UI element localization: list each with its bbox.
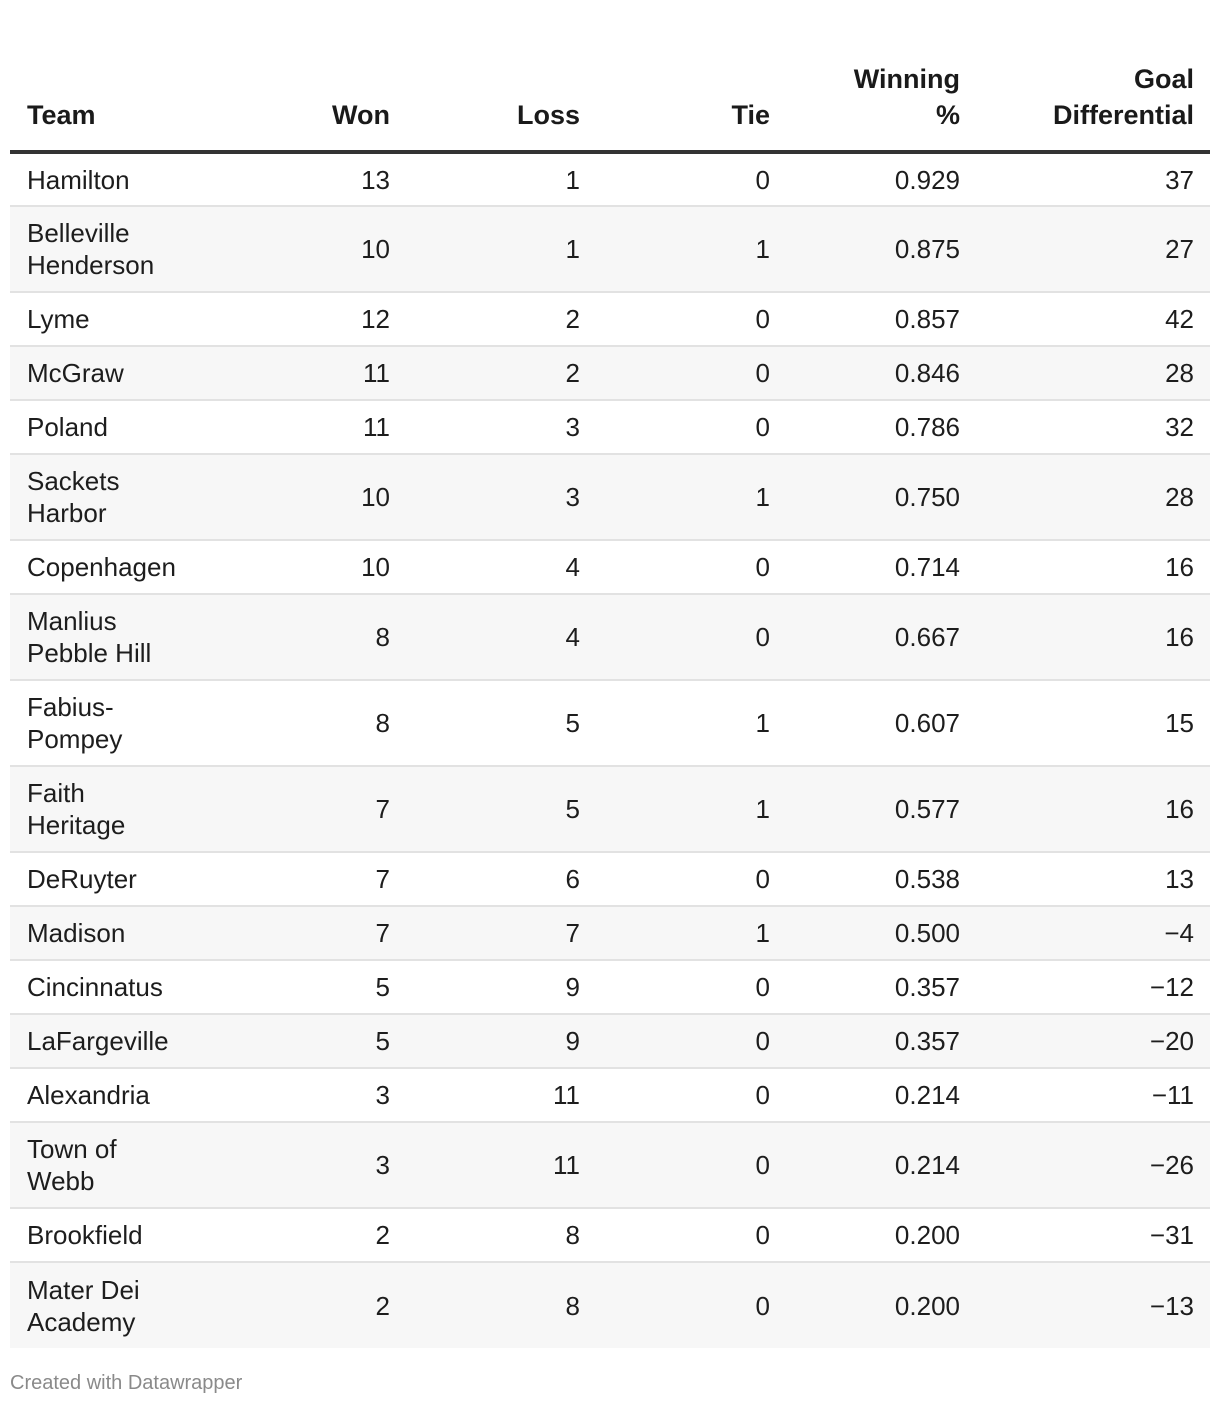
winning-pct-cell: 0.214 xyxy=(770,1068,960,1122)
table-row xyxy=(10,1014,1210,1068)
tie-cell: 0 xyxy=(580,594,770,680)
goal-differential-cell: −13 xyxy=(960,1262,1210,1348)
table-body xyxy=(10,152,1210,1348)
loss-cell: 11 xyxy=(390,1068,580,1122)
goal-differential-cell: 32 xyxy=(960,400,1210,454)
team-cell: Brookfield xyxy=(10,1208,198,1262)
goal-differential-cell: −31 xyxy=(960,1208,1210,1262)
team-cell: Mater Dei Academy xyxy=(10,1262,198,1348)
tie-cell: 1 xyxy=(580,206,770,292)
table-row xyxy=(10,454,1210,540)
table-header xyxy=(10,0,1210,152)
tie-cell: 1 xyxy=(580,454,770,540)
tie-cell: 0 xyxy=(580,1208,770,1262)
tie-cell: 0 xyxy=(580,1262,770,1348)
table-row xyxy=(10,680,1210,766)
won-cell: 8 xyxy=(198,594,390,680)
table-row xyxy=(10,1068,1210,1122)
won-cell: 7 xyxy=(198,906,390,960)
loss-cell: 4 xyxy=(390,594,580,680)
loss-cell: 5 xyxy=(390,766,580,852)
loss-cell: 11 xyxy=(390,1122,580,1208)
tie-cell: 0 xyxy=(580,1122,770,1208)
team-cell: LaFargeville xyxy=(10,1014,198,1068)
winning-pct-cell: 0.200 xyxy=(770,1262,960,1348)
won-cell: 11 xyxy=(198,400,390,454)
team-cell: Faith Heritage xyxy=(10,766,198,852)
header-winning-pct[interactable]: Winning % xyxy=(770,0,960,152)
team-cell: Manlius Pebble Hill xyxy=(10,594,198,680)
tie-cell: 0 xyxy=(580,1014,770,1068)
tie-cell: 0 xyxy=(580,1068,770,1122)
team-cell: DeRuyter xyxy=(10,852,198,906)
winning-pct-cell: 0.607 xyxy=(770,680,960,766)
table-row xyxy=(10,766,1210,852)
tie-cell: 1 xyxy=(580,906,770,960)
won-cell: 13 xyxy=(198,152,390,206)
loss-cell: 6 xyxy=(390,852,580,906)
winning-pct-cell: 0.750 xyxy=(770,454,960,540)
winning-pct-cell: 0.875 xyxy=(770,206,960,292)
loss-cell: 4 xyxy=(390,540,580,594)
goal-differential-cell: −20 xyxy=(960,1014,1210,1068)
winning-pct-cell: 0.357 xyxy=(770,1014,960,1068)
winning-pct-cell: 0.577 xyxy=(770,766,960,852)
winning-pct-cell: 0.214 xyxy=(770,1122,960,1208)
tie-cell: 0 xyxy=(580,292,770,346)
goal-differential-cell: 42 xyxy=(960,292,1210,346)
header-tie[interactable]: Tie xyxy=(580,0,770,152)
winning-pct-cell: 0.846 xyxy=(770,346,960,400)
loss-cell: 8 xyxy=(390,1262,580,1348)
datawrapper-credit: Created with Datawrapper xyxy=(10,1372,243,1394)
winning-pct-cell: 0.500 xyxy=(770,906,960,960)
loss-cell: 1 xyxy=(390,152,580,206)
loss-cell: 5 xyxy=(390,680,580,766)
team-cell: Cincinnatus xyxy=(10,960,198,1014)
team-cell: Madison xyxy=(10,906,198,960)
table-row xyxy=(10,960,1210,1014)
table-row xyxy=(10,400,1210,454)
goal-differential-cell: −4 xyxy=(960,906,1210,960)
tie-cell: 1 xyxy=(580,766,770,852)
header-loss[interactable]: Loss xyxy=(390,0,580,152)
team-cell: Copenhagen xyxy=(10,540,198,594)
tie-cell: 0 xyxy=(580,400,770,454)
loss-cell: 9 xyxy=(390,1014,580,1068)
table-row xyxy=(10,206,1210,292)
won-cell: 11 xyxy=(198,346,390,400)
table-row xyxy=(10,1122,1210,1208)
loss-cell: 2 xyxy=(390,346,580,400)
goal-differential-cell: −12 xyxy=(960,960,1210,1014)
team-cell: Poland xyxy=(10,400,198,454)
goal-differential-cell: 16 xyxy=(960,594,1210,680)
standings-table-container xyxy=(10,0,1210,1348)
won-cell: 10 xyxy=(198,454,390,540)
goal-differential-cell: 13 xyxy=(960,852,1210,906)
header-team[interactable]: Team xyxy=(10,0,198,152)
tie-cell: 0 xyxy=(580,152,770,206)
won-cell: 7 xyxy=(198,766,390,852)
tie-cell: 0 xyxy=(580,960,770,1014)
tie-cell: 1 xyxy=(580,680,770,766)
table-row xyxy=(10,152,1210,206)
goal-differential-cell: −26 xyxy=(960,1122,1210,1208)
winning-pct-cell: 0.200 xyxy=(770,1208,960,1262)
goal-differential-cell: 37 xyxy=(960,152,1210,206)
goal-differential-cell: 28 xyxy=(960,346,1210,400)
tie-cell: 0 xyxy=(580,346,770,400)
team-cell: Town of Webb xyxy=(10,1122,198,1208)
tie-cell: 0 xyxy=(580,540,770,594)
winning-pct-cell: 0.857 xyxy=(770,292,960,346)
team-cell: Hamilton xyxy=(10,152,198,206)
winning-pct-cell: 0.538 xyxy=(770,852,960,906)
won-cell: 5 xyxy=(198,1014,390,1068)
table-row xyxy=(10,540,1210,594)
table-row xyxy=(10,594,1210,680)
winning-pct-cell: 0.786 xyxy=(770,400,960,454)
header-won[interactable]: Won xyxy=(198,0,390,152)
won-cell: 10 xyxy=(198,206,390,292)
goal-differential-cell: 15 xyxy=(960,680,1210,766)
table-row xyxy=(10,292,1210,346)
won-cell: 7 xyxy=(198,852,390,906)
team-cell: Lyme xyxy=(10,292,198,346)
loss-cell: 3 xyxy=(390,454,580,540)
won-cell: 5 xyxy=(198,960,390,1014)
winning-pct-cell: 0.357 xyxy=(770,960,960,1014)
header-goal-differential[interactable]: Goal Differential xyxy=(960,0,1210,152)
loss-cell: 9 xyxy=(390,960,580,1014)
table-row xyxy=(10,906,1210,960)
goal-differential-cell: 16 xyxy=(960,540,1210,594)
team-cell: Sackets Harbor xyxy=(10,454,198,540)
goal-differential-cell: 28 xyxy=(960,454,1210,540)
team-cell: Fabius- Pompey xyxy=(10,680,198,766)
table-row xyxy=(10,852,1210,906)
goal-differential-cell: 16 xyxy=(960,766,1210,852)
winning-pct-cell: 0.714 xyxy=(770,540,960,594)
winning-pct-cell: 0.667 xyxy=(770,594,960,680)
goal-differential-cell: 27 xyxy=(960,206,1210,292)
table-row xyxy=(10,1208,1210,1262)
loss-cell: 1 xyxy=(390,206,580,292)
team-cell: Belleville Henderson xyxy=(10,206,198,292)
tie-cell: 0 xyxy=(580,852,770,906)
loss-cell: 7 xyxy=(390,906,580,960)
won-cell: 3 xyxy=(198,1122,390,1208)
won-cell: 10 xyxy=(198,540,390,594)
table-row xyxy=(10,346,1210,400)
winning-pct-cell: 0.929 xyxy=(770,152,960,206)
won-cell: 2 xyxy=(198,1262,390,1348)
goal-differential-cell: −11 xyxy=(960,1068,1210,1122)
won-cell: 8 xyxy=(198,680,390,766)
header-row xyxy=(10,0,1210,152)
table-row xyxy=(10,1262,1210,1348)
loss-cell: 8 xyxy=(390,1208,580,1262)
won-cell: 3 xyxy=(198,1068,390,1122)
team-cell: Alexandria xyxy=(10,1068,198,1122)
team-cell: McGraw xyxy=(10,346,198,400)
loss-cell: 2 xyxy=(390,292,580,346)
won-cell: 2 xyxy=(198,1208,390,1262)
won-cell: 12 xyxy=(198,292,390,346)
standings-table xyxy=(10,0,1210,1348)
loss-cell: 3 xyxy=(390,400,580,454)
